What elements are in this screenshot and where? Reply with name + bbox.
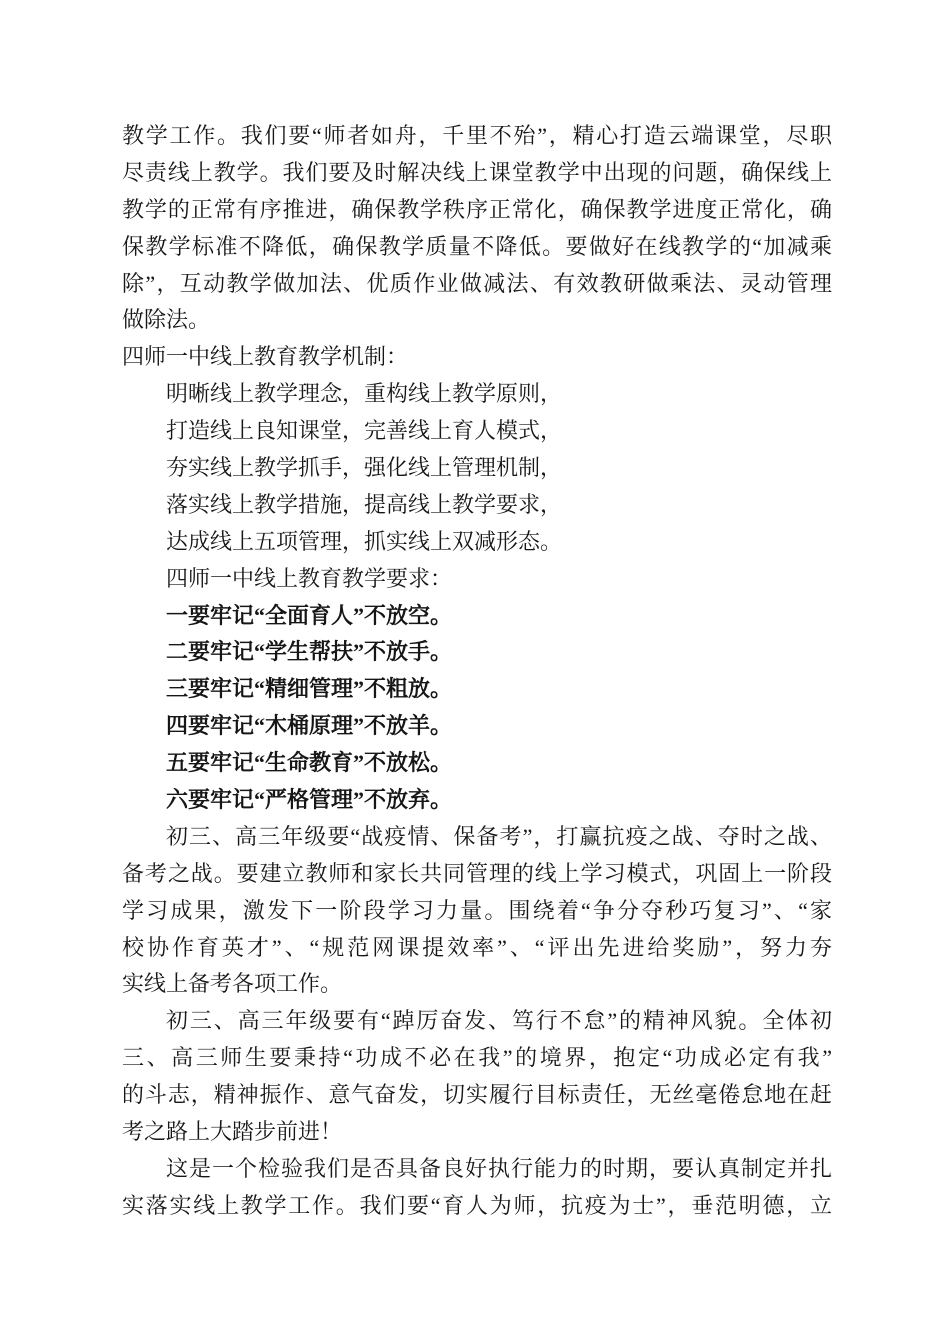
text-line: 保教学标准不降低，确保教学质量不降低。要做好在线教学的“加减乘 (122, 233, 832, 259)
text-line: 教学工作。我们要“师者如舟，千里不殆”，精心打造云端课堂，尽职 (122, 123, 832, 148)
text-line: 达成线上五项管理，抓实线上双减形态。 (166, 528, 563, 554)
text-line: 实落实线上教学工作。我们要“育人为师，抗疫为士”，垂范明德，立 (122, 1192, 832, 1218)
text-line: 五要牢记“生命教育”不放松。 (166, 750, 453, 776)
para-requirement-4 (122, 708, 832, 745)
text-line: 初三、高三年级要“战疫情、保备考”，打赢抗疫之战、夺时之战、 (166, 823, 832, 849)
text-line: 学习成果，激发下一阶段学习力量。围绕着“争分夺秒巧复习”、“家 (122, 897, 832, 923)
text-line: 实线上备考各项工作。 (122, 971, 343, 997)
para-requirement-1 (122, 598, 832, 635)
text-line: 落实线上教学措施，提高线上教学要求， (166, 491, 563, 517)
text-line: 校协作育英才”、“规范网课提效率”、“评出先进给奖励”，努力夯 (122, 934, 832, 960)
para-mechanism-list (122, 376, 832, 560)
para-requirement-6 (122, 782, 832, 819)
para-grade-exam-prep (122, 819, 832, 1003)
text-line: 初三、高三年级要有“踔厉奋发、笃行不怠”的精神风貌。全体初 (166, 1008, 832, 1034)
text-line: 备考之战。要建立教师和家长共同管理的线上学习模式，巩固上一阶段 (122, 860, 832, 886)
para-requirement-3 (122, 671, 832, 708)
para-execution (122, 1151, 832, 1225)
text-line: 三、高三师生要秉持“功成不必在我”的境界，抱定“功成必定有我” (122, 1045, 832, 1071)
text-line: 考之路上大踏步前进！ (122, 1119, 343, 1145)
text-line: 除”，互动教学做加法、优质作业做减法、有效教研做乘法、灵动管理 (122, 270, 832, 296)
text-line: 四要牢记“木桶原理”不放羊。 (166, 713, 453, 739)
text-line: 四师一中线上教育教学要求： (166, 565, 453, 591)
para-requirement-2 (122, 634, 832, 671)
para-requirements-heading (122, 561, 832, 598)
text-line: 六要牢记“严格管理”不放弃。 (166, 787, 453, 813)
text-line: 夯实线上教学抓手，强化线上管理机制， (166, 455, 563, 481)
text-line: 做除法。 (122, 307, 211, 333)
text-line: 教学的正常有序推进，确保教学秩序正常化，确保教学进度正常化，确 (122, 196, 832, 222)
para-teaching-work (122, 118, 832, 339)
document-content (122, 118, 832, 1225)
text-line: 打造线上良知课堂，完善线上育人模式， (166, 418, 563, 444)
text-line: 三要牢记“精细管理”不粗放。 (166, 676, 453, 702)
text-line: 二要牢记“学生帮扶”不放手。 (166, 639, 453, 665)
text-line: 尽责线上教学。我们要及时解决线上课堂教学中出现的问题，确保线上 (122, 159, 832, 185)
para-requirement-5 (122, 745, 832, 782)
text-line: 一要牢记“全面育人”不放空。 (166, 602, 453, 628)
text-line: 明晰线上教学理念，重构线上教学原则， (166, 381, 563, 407)
text-line: 四师一中线上教育教学机制： (122, 344, 409, 370)
para-mechanism-heading (122, 339, 832, 376)
text-line: 这是一个检验我们是否具备良好执行能力的时期，要认真制定并扎 (166, 1155, 832, 1181)
para-grade-spirit (122, 1003, 832, 1151)
text-line: 的斗志，精神振作、意气奋发，切实履行目标责任，无丝毫倦怠地在赶 (122, 1082, 832, 1108)
